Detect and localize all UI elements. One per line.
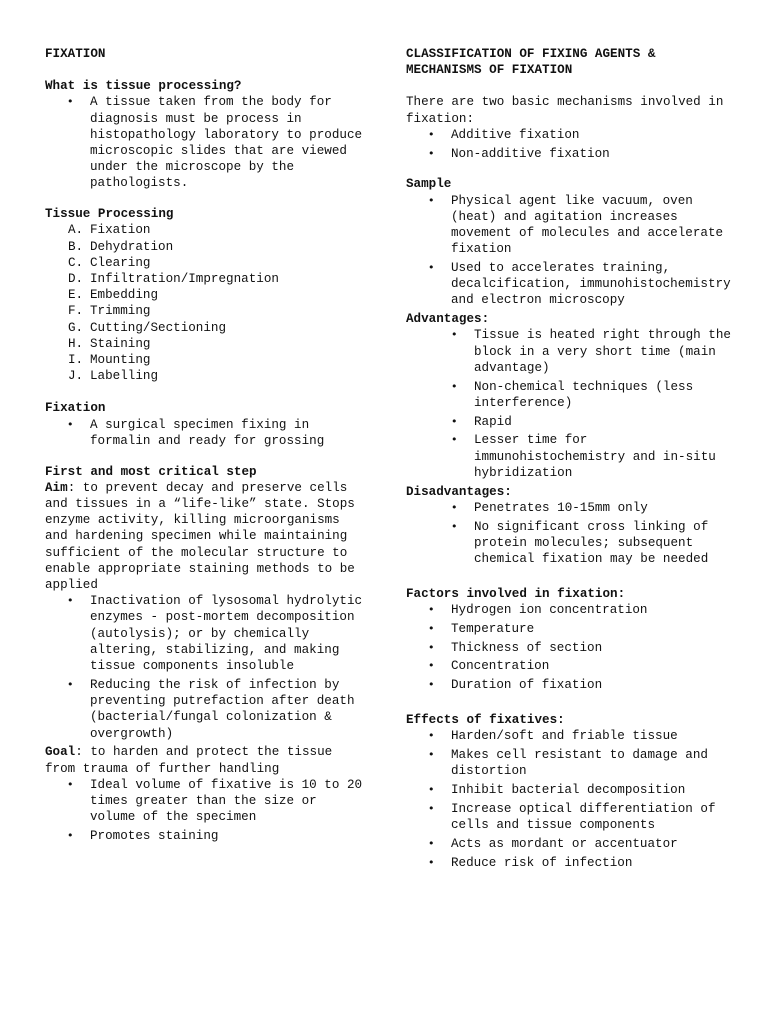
list-marker: F. xyxy=(68,304,84,319)
list-marker: G. xyxy=(68,320,84,335)
disadvantages-heading: Disadvantages: xyxy=(406,484,512,499)
list-item: • Inactivation of lysosomal hydrolytic enzymes - post-mortem decomposition (autolysis); or by chemically altering, stabilizing, and making tissue components insoluble xyxy=(45,593,365,674)
aim-bullets xyxy=(45,593,365,741)
advantages-list xyxy=(406,327,736,481)
tissue-processing-heading: Tissue Processing xyxy=(45,207,174,222)
list-item xyxy=(45,336,365,352)
list-marker: J. xyxy=(68,369,84,384)
list-item: • Penetrates 10-15mm only xyxy=(406,500,736,516)
goal-text: : to harden and protect the tissue from trauma of further handling xyxy=(45,745,333,776)
list-item: • Used to accelerates training, decalcification, immunohistochemistry and electron microscopy xyxy=(406,260,736,309)
tissue-processing-steps xyxy=(45,222,365,384)
list-item xyxy=(45,352,365,368)
list-marker: I. xyxy=(68,353,84,368)
sample-bullets xyxy=(406,193,736,309)
list-item xyxy=(45,368,365,384)
list-item: • Makes cell resistant to damage and distortion xyxy=(406,747,736,779)
list-item: • A tissue taken from the body for diagnosis must be process in histopathology laboratory to produce microscopic slides that are viewed under the microscope by the pathologists. xyxy=(45,94,365,191)
list-marker: B. xyxy=(68,239,84,254)
list-item-text: Embedding xyxy=(90,288,159,303)
critical-step-heading: First and most critical step xyxy=(45,464,257,479)
list-item xyxy=(45,287,365,303)
fixation-heading: Fixation xyxy=(45,401,106,416)
list-item: • Duration of fixation xyxy=(406,677,736,693)
list-item: • Reduce risk of infection xyxy=(406,855,736,871)
aim-paragraph xyxy=(45,480,365,593)
list-item: • Non-additive fixation xyxy=(406,146,736,162)
list-marker: A. xyxy=(68,223,84,238)
list-item: • Acts as mordant or accentuator xyxy=(406,836,736,852)
right-column xyxy=(406,46,736,873)
list-item: • Thickness of section xyxy=(406,640,736,656)
list-item-text: Trimming xyxy=(90,304,151,319)
effects-list xyxy=(406,728,736,871)
list-item-text: Fixation xyxy=(90,223,151,238)
list-item: • Additive fixation xyxy=(406,127,736,143)
goal-paragraph xyxy=(45,744,365,776)
list-item xyxy=(45,255,365,271)
sample-heading: Sample xyxy=(406,177,452,192)
list-item: • Rapid xyxy=(406,414,736,430)
list-marker: D. xyxy=(68,272,84,287)
list-item: • Inhibit bacterial decomposition xyxy=(406,782,736,798)
list-item-text: Dehydration xyxy=(90,239,174,254)
list-item: • Reducing the risk of infection by preventing putrefaction after death (bacterial/fungal colonization & overgrowth) xyxy=(45,677,365,742)
list-item: • Concentration xyxy=(406,658,736,674)
mechanisms-list xyxy=(406,127,736,162)
list-item-text: Mounting xyxy=(90,353,151,368)
effects-heading: Effects of fixatives: xyxy=(406,713,565,728)
list-item: • Temperature xyxy=(406,621,736,637)
list-item: • Non-chemical techniques (less interference) xyxy=(406,379,736,411)
list-item: • Ideal volume of fixative is 10 to 20 times greater than the size or volume of the specimen xyxy=(45,777,365,826)
list-item: • No significant cross linking of protein molecules; subsequent chemical fixation may be needed xyxy=(406,519,736,568)
list-item: • Harden/soft and friable tissue xyxy=(406,728,736,744)
list-item xyxy=(45,271,365,287)
list-item: • Tissue is heated right through the block in a very short time (main advantage) xyxy=(406,327,736,376)
list-marker: E. xyxy=(68,288,84,303)
list-item xyxy=(45,303,365,319)
list-item xyxy=(45,320,365,336)
aim-label: Aim xyxy=(45,480,68,495)
list-item: • Hydrogen ion concentration xyxy=(406,602,736,618)
aim-text: : to prevent decay and preserve cells and tissues in a “life-like” state. Stops enzyme activity, killing microorganisms and hardening specimen while maintaining sufficient of the molecular structure to enable appropriate staining methods to be applied xyxy=(45,480,355,593)
list-item-text: Infiltration/Impregnation xyxy=(90,272,279,287)
goal-label: Goal xyxy=(45,745,76,760)
fixation-bullets xyxy=(45,417,365,449)
list-item: • Lesser time for immunohistochemistry and in-situ hybridization xyxy=(406,432,736,481)
tissue-processing-question: What is tissue processing? xyxy=(45,79,242,94)
mechanisms-intro: There are two basic mechanisms involved in fixation: xyxy=(406,95,724,126)
factors-list xyxy=(406,602,736,693)
disadvantages-list xyxy=(406,500,736,567)
list-item-text: Labelling xyxy=(90,369,159,384)
list-item-text: Cutting/Sectioning xyxy=(90,320,227,335)
classification-title: CLASSIFICATION OF FIXING AGENTS & MECHANISMS OF FIXATION xyxy=(406,47,656,78)
list-item: • A surgical specimen fixing in formalin and ready for grossing xyxy=(45,417,365,449)
list-item-text: Clearing xyxy=(90,255,151,270)
list-item xyxy=(45,222,365,238)
question-bullets xyxy=(45,94,365,191)
list-item: • Promotes staining xyxy=(45,828,365,844)
left-column xyxy=(45,46,365,847)
list-item xyxy=(45,239,365,255)
factors-heading: Factors involved in fixation: xyxy=(406,586,626,601)
list-item: • Increase optical differentiation of cells and tissue components xyxy=(406,801,736,833)
doc-title: FIXATION xyxy=(45,47,106,61)
goal-bullets xyxy=(45,777,365,844)
list-marker: H. xyxy=(68,336,84,351)
list-item-text: Staining xyxy=(90,336,151,351)
advantages-heading: Advantages: xyxy=(406,312,490,327)
list-item: • Physical agent like vacuum, oven (heat) and agitation increases movement of molecules and accelerate fixation xyxy=(406,193,736,258)
list-marker: C. xyxy=(68,255,84,270)
